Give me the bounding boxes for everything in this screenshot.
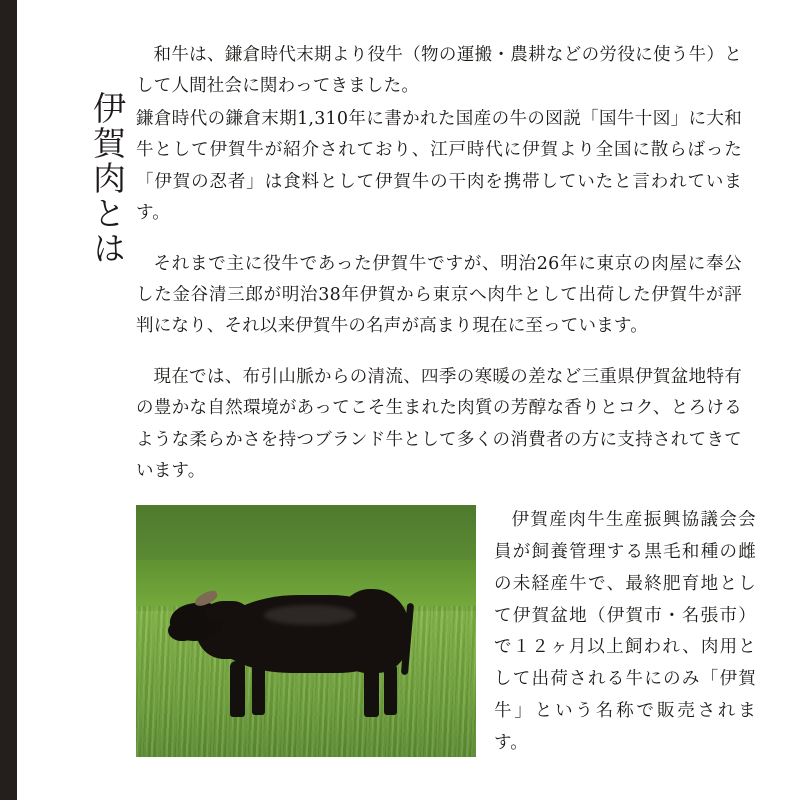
cow-photo xyxy=(136,505,476,757)
left-dark-band xyxy=(0,0,17,800)
paragraph-spacer xyxy=(136,229,742,249)
cow-leg xyxy=(252,663,265,715)
cow-leg xyxy=(384,663,397,715)
body-text xyxy=(136,40,742,487)
paragraph-3: それまで主に役牛であった伊賀牛ですが、明治26年に東京の肉屋に奉公した金谷清三郎が明治38年伊賀から東京へ肉牛として出荷した伊賀牛が評判になり、それ以来伊賀牛の名声が高まり現在に至っています。 xyxy=(136,253,742,337)
page-title: 伊賀肉とは xyxy=(88,90,127,266)
cow-muzzle xyxy=(168,621,194,641)
cow-leg xyxy=(364,661,379,717)
paragraph-1: 和牛は、鎌倉時代末期より役牛（物の運搬・農耕などの労役に使う牛）として人間社会に関わってきました。 xyxy=(136,45,742,97)
photo-caption: 伊賀産肉牛生産振興協議会会員が飼養管理する黒毛和種の雌の未経産牛で、最終肥育地として伊賀盆地（伊賀市・名張市）で１２ヶ月以上飼われ、肉用として出荷される牛にのみ「伊賀牛」という名称で販売されます。 xyxy=(494,510,756,753)
title-column xyxy=(17,0,128,800)
paragraph-spacer xyxy=(136,342,742,362)
paragraph-2: 鎌倉時代の鎌倉末期1,310年に書かれた国産の牛の図説「国牛十図」に大和牛として伊賀牛が紹介されており、江戸時代に伊賀より全国に散らばった「伊賀の忍者」は食料として伊賀牛の干肉を携帯していたと言われています。 xyxy=(136,109,742,223)
cow-leg xyxy=(230,661,245,717)
cow-illustration xyxy=(168,577,430,717)
paragraph-4: 現在では、布引山脈からの清流、四季の寒暖の差など三重県伊賀盆地特有の豊かな自然環境があってこそ生まれた肉質の芳醇な香りとコク、とろけるような柔らかさを持つブランド牛として多くの消費者の方に支持されてきています。 xyxy=(136,367,742,481)
cow-highlight xyxy=(264,605,356,625)
photo-and-caption xyxy=(136,505,756,760)
